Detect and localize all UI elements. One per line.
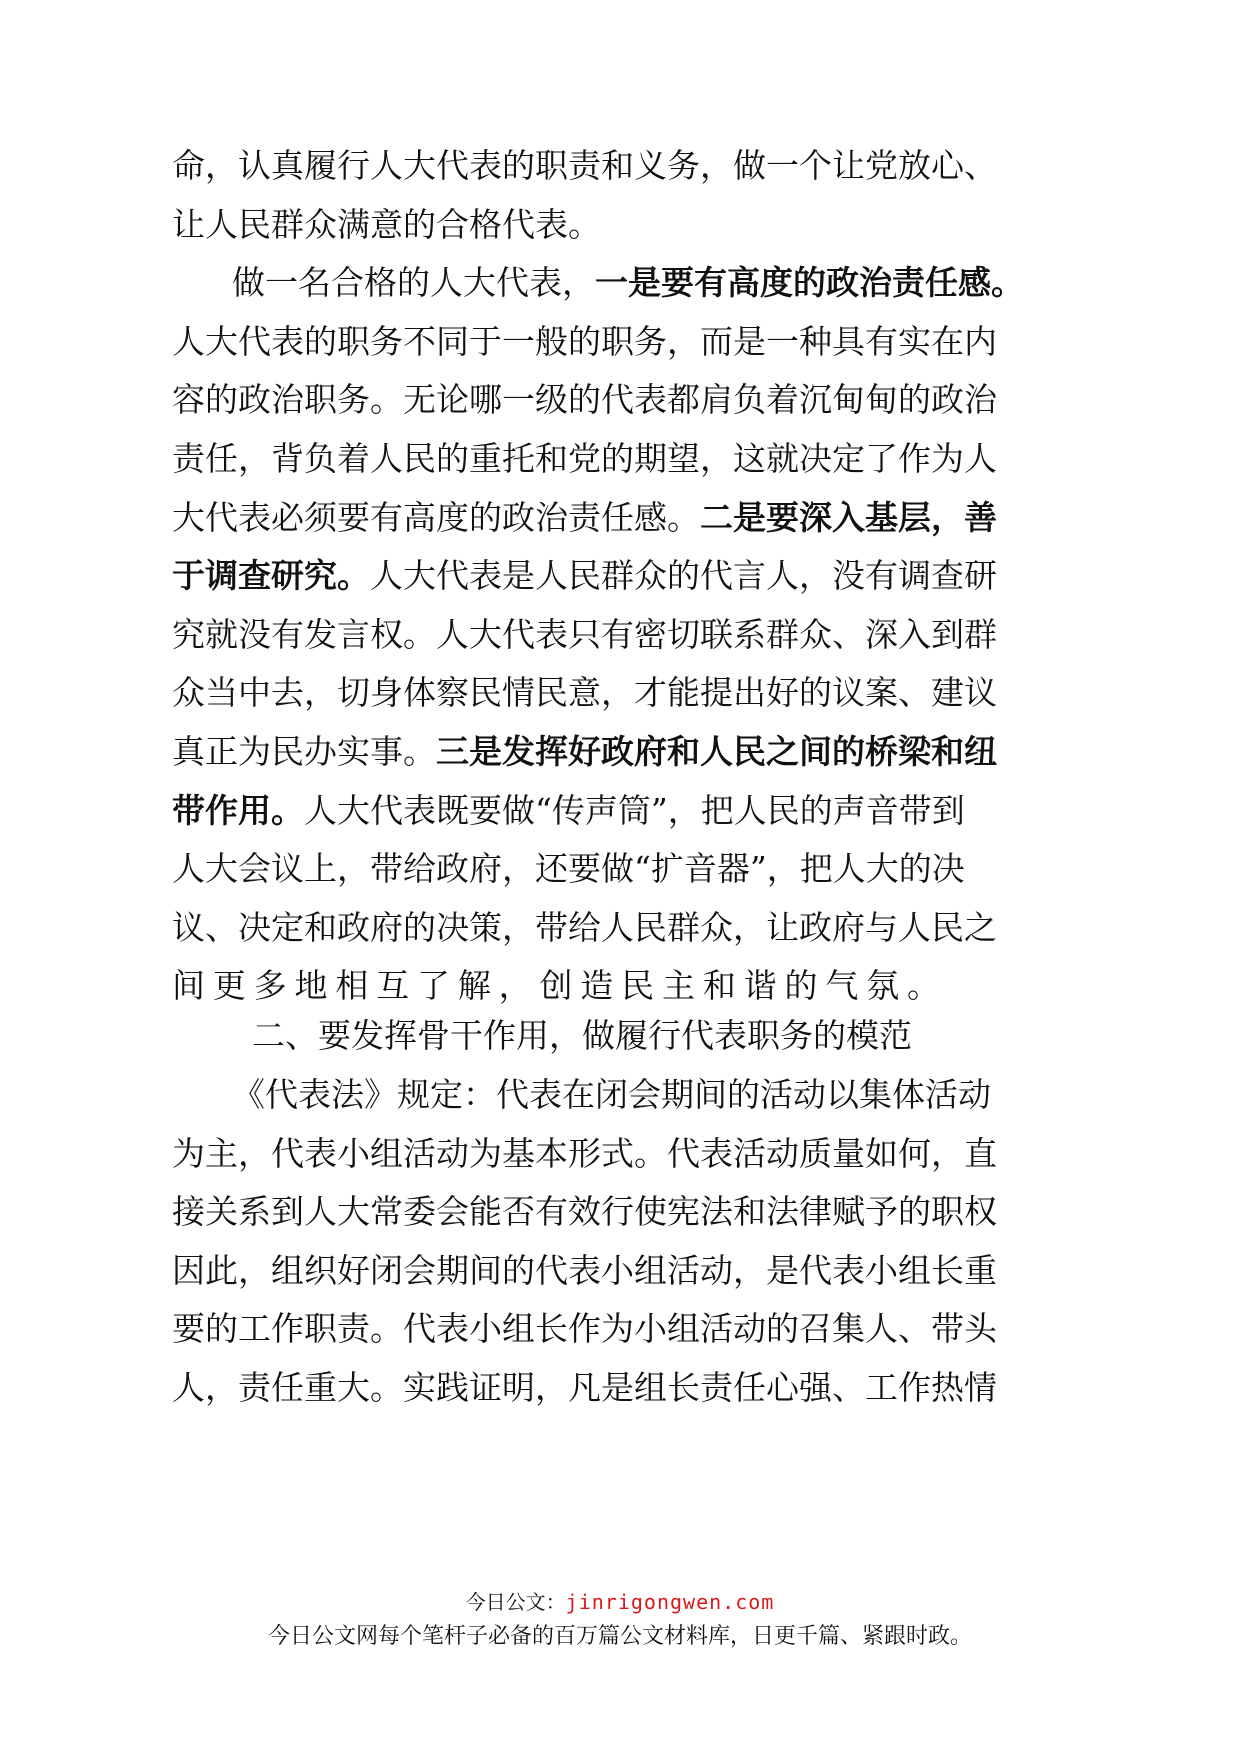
bold-text-segment: 三是发挥好政府和人民之间的桥梁和纽 (436, 732, 997, 771)
text-line (172, 146, 997, 186)
text-line (172, 321, 997, 362)
footer-slogan: 今日公文网每个笔杆子必备的百万篇公文材料库，日更千篇、紧跟时政。 (267, 1624, 972, 1649)
text-segment: 为主，代表小组活动为基本形式。代表活动质量如何，直 (172, 1133, 997, 1173)
text-line (172, 673, 997, 713)
footer-site (0, 1588, 1240, 1616)
text-line (172, 205, 940, 245)
footer-site-url[interactable]: jinrigongwen.com (565, 1590, 775, 1614)
text-line (172, 497, 997, 538)
section-heading: 二、要发挥骨干作用，做履行代表职务的模范 (252, 1016, 912, 1055)
text-line (172, 1133, 997, 1174)
text-segment: 间更多地相互了解，创造民主和谐的气氛。 (172, 966, 948, 1006)
text-line (172, 439, 997, 479)
text-segment: 人大会议上，带给政府，还要做“扩音器”，把人大的决 (172, 849, 965, 889)
text-segment: 命，认真履行人大代表的职责和义务，做一个让党放心、 (172, 146, 997, 185)
text-line (172, 614, 997, 655)
text-segment: 人大代表既要做“传声筒”，把人民的声音带到 (304, 790, 965, 830)
text-segment: 真正为民办实事。 (172, 732, 436, 771)
text-segment: 究就没有发言权。人大代表只有密切联系群众、深入到群 (172, 614, 997, 654)
text-line (172, 380, 997, 420)
text-line (172, 1309, 997, 1349)
text-line (232, 1075, 991, 1115)
text-segment: 人大代表是人民群众的代言人，没有调查研 (370, 556, 997, 596)
bold-text-segment: 于调查研究。 (172, 556, 370, 596)
text-segment: 让人民群众满意的合格代表。 (172, 204, 601, 244)
text-line (172, 1368, 997, 1408)
bold-text-segment: 带作用。 (172, 790, 304, 830)
text-segment: 《代表法》规定：代表在闭会期间的活动以集体活动 (232, 1075, 991, 1114)
bold-text-segment: 一是要有高度的政治责任感。 (595, 263, 1024, 303)
text-segment: 人，责任重大。实践证明，凡是组长责任心强、工作热情 (172, 1368, 997, 1407)
text-segment: 接关系到人大常委会能否有效行使宪法和法律赋予的职权 (172, 1192, 997, 1232)
text-line (172, 790, 965, 831)
text-line (172, 907, 997, 948)
bold-text-segment: 二是要深入基层，善 (700, 497, 997, 537)
text-segment: 人大代表的职务不同于一般的职务，而是一种具有实在内 (172, 321, 997, 361)
text-line (172, 1250, 997, 1291)
text-line (232, 263, 1024, 303)
text-segment: 众当中去，切身体察民情民意，才能提出好的议案、建议 (172, 673, 997, 713)
text-segment: 责任，背负着人民的重托和党的期望，这就决定了作为人 (172, 439, 997, 478)
text-line (172, 849, 965, 889)
text-line (172, 966, 948, 1006)
text-segment: 大代表必须要有高度的政治责任感。 (172, 497, 700, 537)
footer-site-label: 今日公文： (465, 1590, 566, 1614)
text-line (172, 732, 997, 772)
text-segment: 要的工作职责。代表小组长作为小组活动的召集人、带头 (172, 1309, 997, 1349)
text-segment: 做一名合格的人大代表， (232, 263, 595, 303)
text-line (172, 1192, 997, 1232)
text-segment: 议、决定和政府的决策，带给人民群众，让政府与人民之 (172, 907, 997, 947)
text-segment: 容的政治职务。无论哪一级的代表都肩负着沉甸甸的政治 (172, 380, 997, 420)
text-line (172, 556, 997, 596)
text-segment: 因此，组织好闭会期间的代表小组活动，是代表小组长重 (172, 1250, 997, 1290)
